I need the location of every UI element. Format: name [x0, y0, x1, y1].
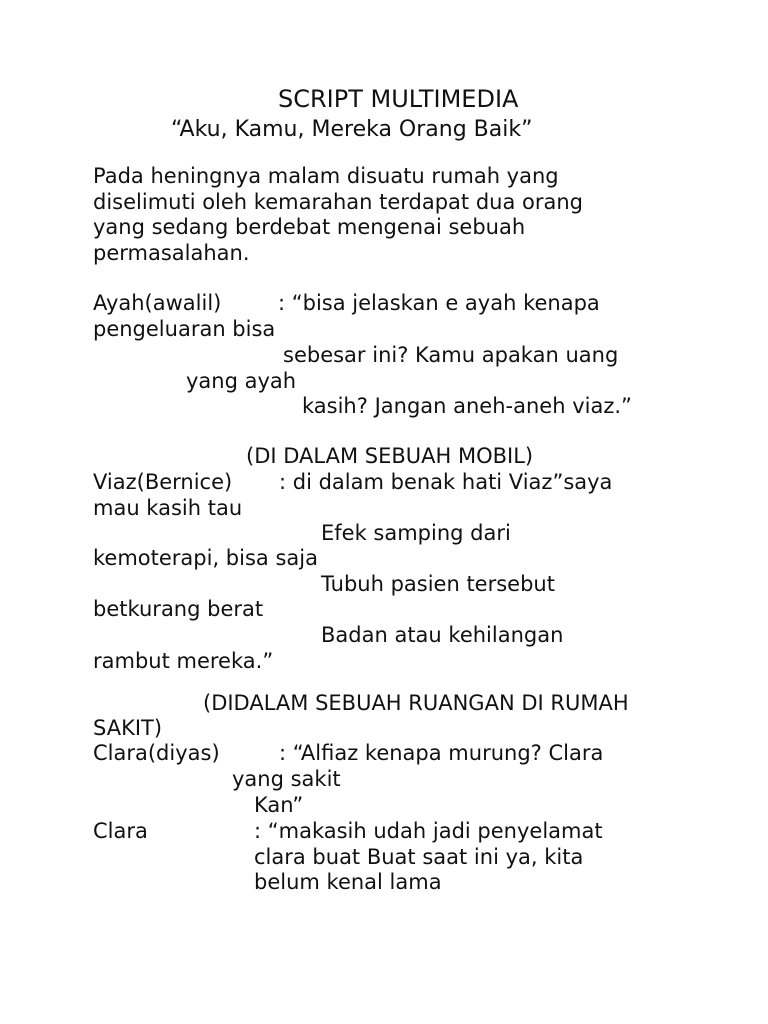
document-subtitle: “Aku, Kamu, Mereka Orang Baik”: [171, 117, 533, 142]
intro-line-1: Pada heningnya malam disuatu rumah yang: [93, 164, 559, 188]
viaz-line-3: Efek samping dari: [321, 521, 511, 545]
ayah-line-4: yang ayah: [186, 369, 297, 393]
viaz-line-5: Tubuh pasien tersebut: [321, 572, 555, 596]
ayah-line-3: sebesar ini? Kamu apakan uang: [283, 343, 619, 367]
viaz-line-7: Badan atau kehilangan: [321, 623, 564, 647]
ayah-line-2: pengeluaran bisa: [93, 317, 276, 341]
viaz-speaker: Viaz(Bernice): [93, 470, 233, 494]
viaz-line-8: rambut mereka.”: [93, 649, 274, 673]
scene-heading-ruangan: (DIDALAM SEBUAH RUANGAN DI RUMAH: [203, 691, 629, 715]
viaz-line-4: kemoterapi, bisa saja: [93, 546, 318, 570]
clara-line-3: belum kenal lama: [254, 870, 442, 894]
viaz-line-6: betkurang berat: [93, 597, 264, 621]
ayah-line-5: kasih? Jangan aneh-aneh viaz.”: [302, 394, 632, 418]
clara-diyas-line-1: : “Alfiaz kenapa murung? Clara: [279, 741, 604, 765]
document-title: SCRIPT MULTIMEDIA: [278, 85, 519, 113]
scene-heading-mobil: (DI DALAM SEBUAH MOBIL): [246, 444, 534, 468]
ayah-line-1: : “bisa jelaskan e ayah kenapa: [278, 291, 600, 315]
clara-line-2: clara buat Buat saat ini ya, kita: [254, 845, 584, 869]
intro-line-3: yang sedang berdebat mengenai sebuah: [93, 215, 526, 239]
scene-heading-ruangan-cont: SAKIT): [93, 716, 163, 740]
clara-speaker: Clara: [93, 819, 148, 843]
intro-line-4: permasalahan.: [93, 241, 250, 265]
ayah-speaker: Ayah(awalil): [93, 291, 222, 315]
clara-diyas-line-2: yang sakit: [232, 767, 341, 791]
clara-line-1: : “makasih udah jadi penyelamat: [254, 819, 603, 843]
clara-diyas-speaker: Clara(diyas): [93, 741, 220, 765]
intro-line-2: diselimuti oleh kemarahan terdapat dua orang: [93, 190, 584, 214]
viaz-line-2: mau kasih tau: [93, 496, 243, 520]
clara-diyas-line-3: Kan”: [254, 793, 304, 817]
viaz-line-1: : di dalam benak hati Viaz”saya: [279, 470, 613, 494]
